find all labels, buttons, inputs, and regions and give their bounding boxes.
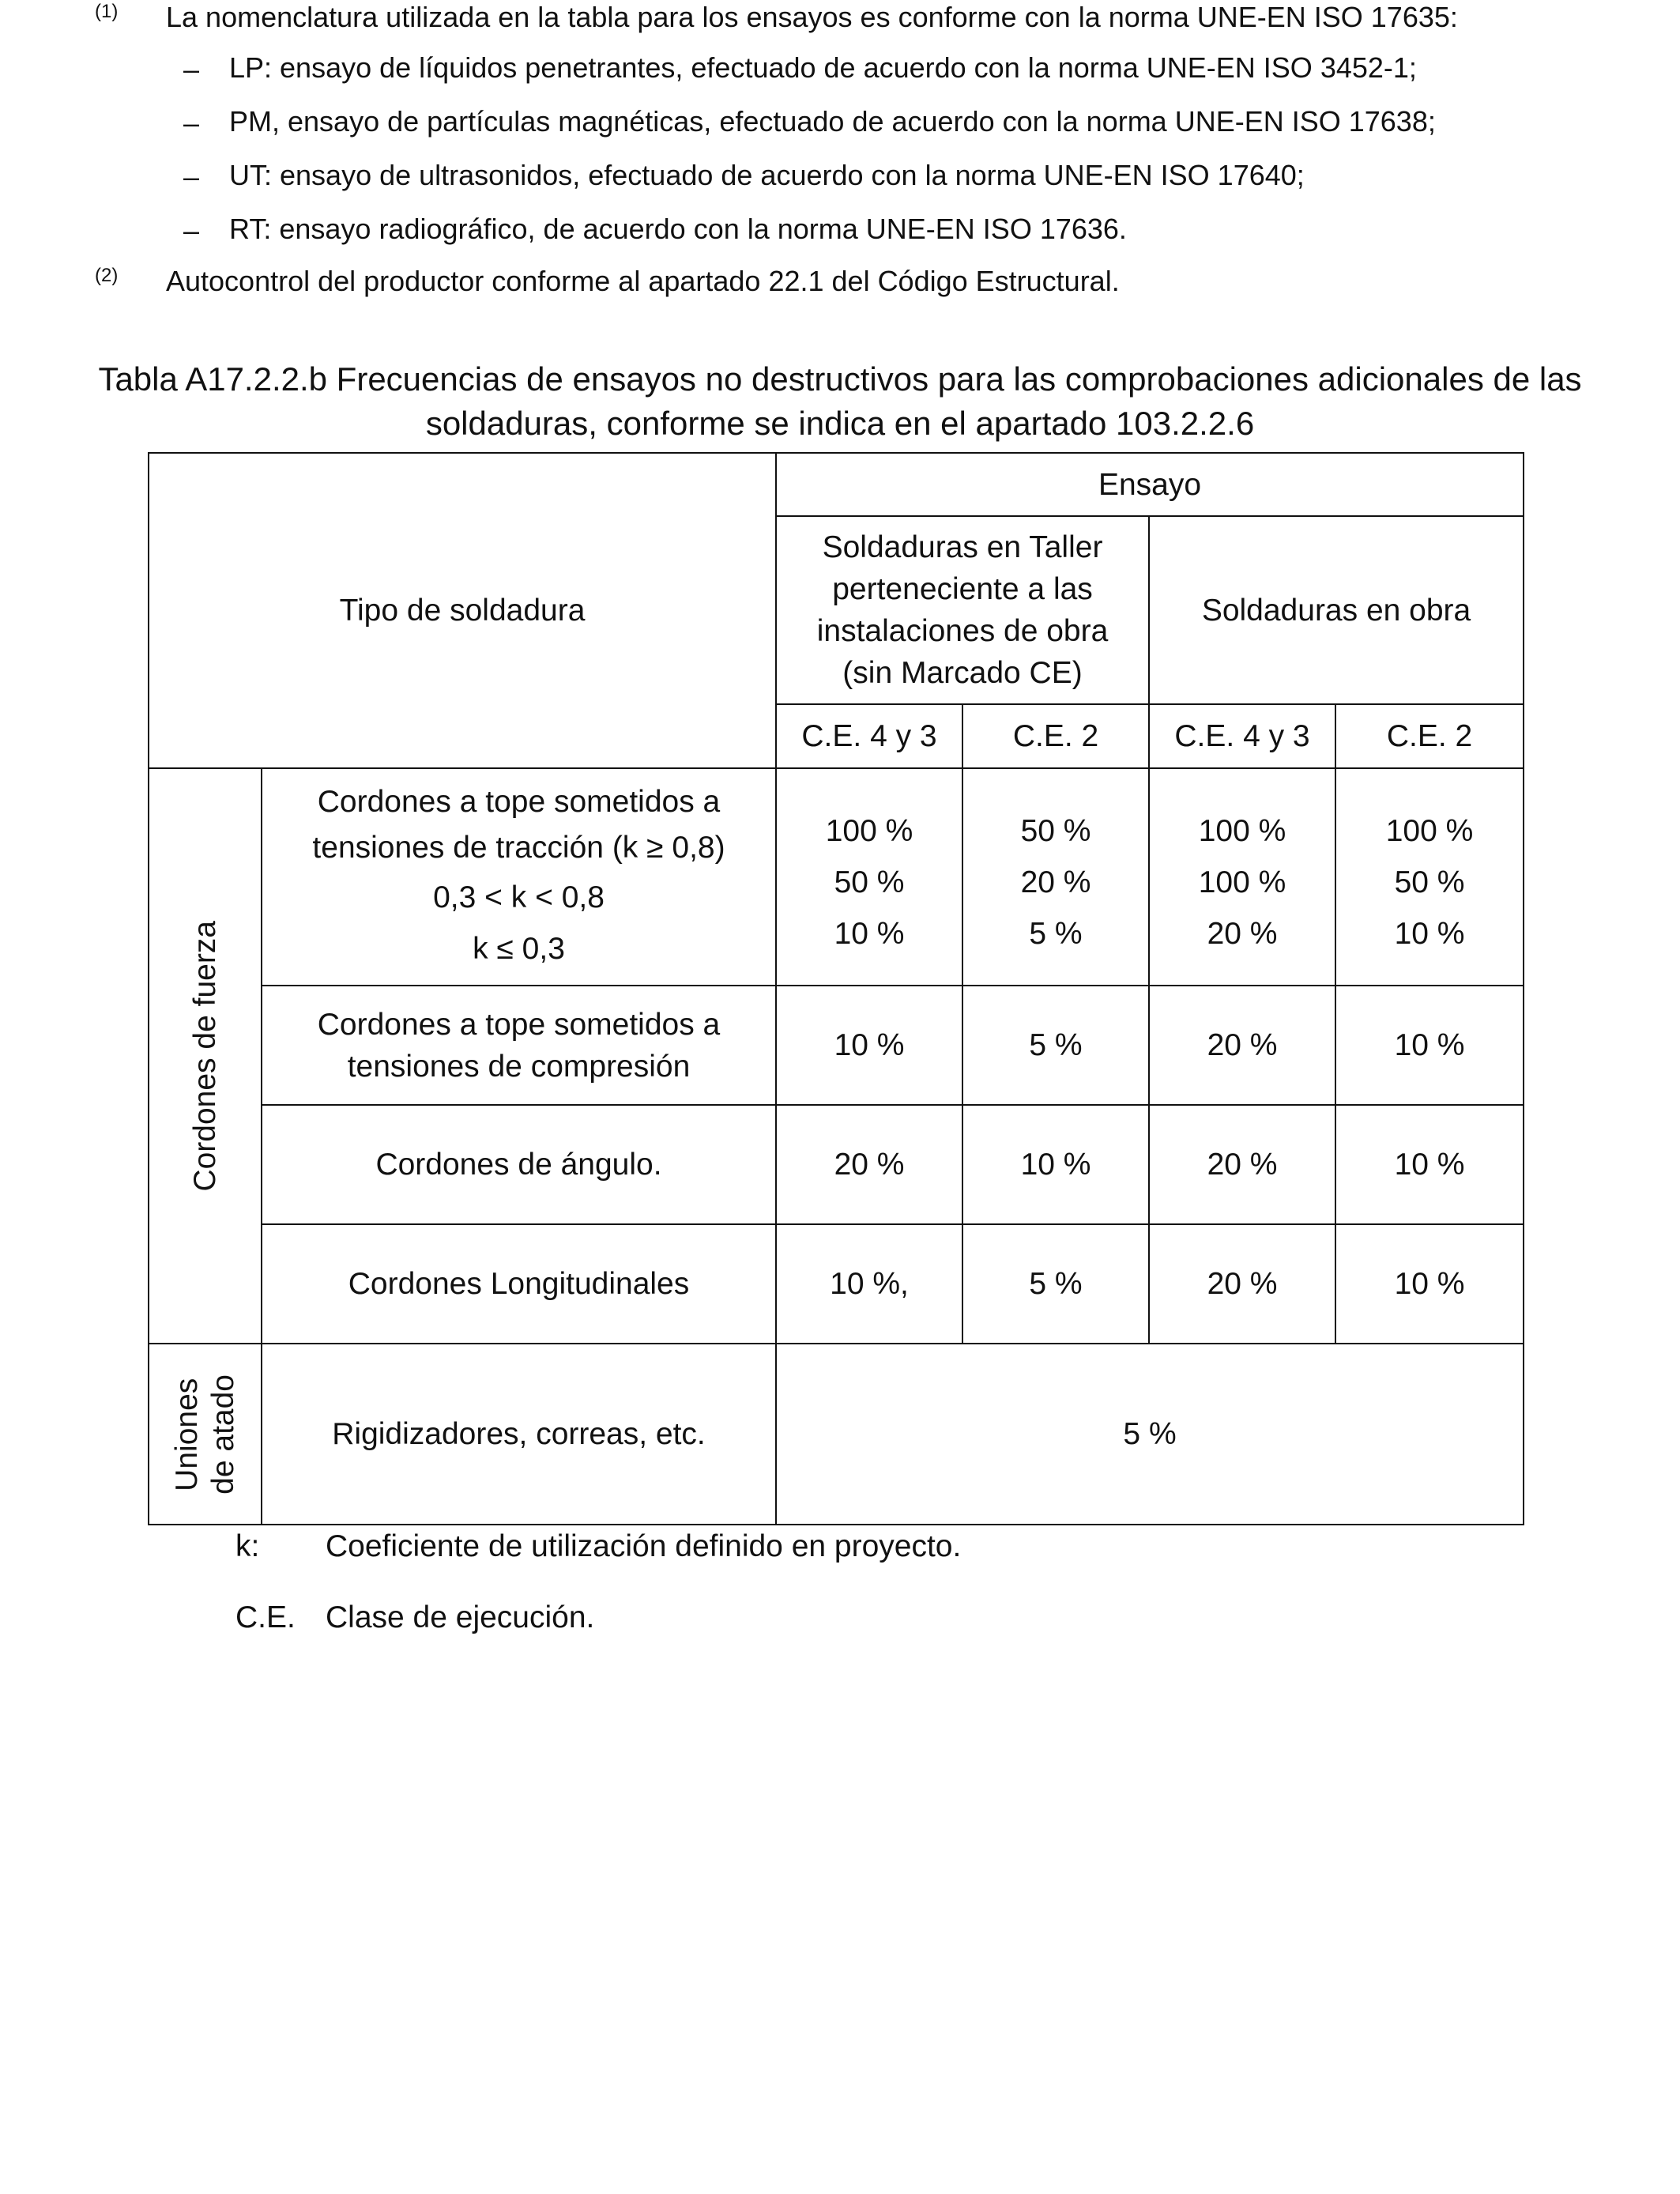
cell-traccion-obra-2 — [1335, 768, 1524, 986]
value-cell: 10 % — [1335, 1224, 1524, 1344]
ndt-frequency-table — [148, 452, 1524, 1525]
value-cell: 10 % — [962, 1105, 1149, 1224]
group-cordones-de-fuerza — [149, 768, 262, 1344]
group-label-fuerza: Cordones de fuerza — [187, 920, 222, 1192]
note-item-ut: UT: ensayo de ultrasonidos, efectuado de acuerdo con la norma UNE-EN ISO 17640; — [229, 159, 1305, 191]
header-ce-taller-2: C.E. 2 — [962, 704, 1149, 768]
value-cell: 10 % — [1335, 986, 1524, 1105]
cell-traccion-taller-2 — [962, 768, 1149, 986]
value-cell: 100 % — [1198, 814, 1286, 848]
value-cell: 50 % — [1020, 814, 1091, 848]
value-cell: 20 % — [1207, 917, 1278, 951]
value-cell: 10 %, — [776, 1224, 962, 1344]
value-cell: 50 % — [834, 865, 905, 899]
value-cell: 100 % — [1198, 865, 1286, 899]
footnote-1-text: La nomenclatura utilizada en la tabla para los ensayos es conforme con la norma UNE-EN ISO 17635: — [166, 1, 1458, 33]
legend-text-ce: Clase de ejecución. — [326, 1600, 595, 1634]
note-item-lp: LP: ensayo de líquidos penetrantes, efectuado de acuerdo con la norma UNE-EN ISO 3452-1; — [229, 51, 1417, 84]
value-cell: 20 % — [776, 1105, 962, 1224]
label-line: Cordones a tope sometidos a — [317, 784, 721, 819]
header-taller-line: instalaciones de obra — [816, 614, 1109, 648]
header-taller-line: (sin Marcado CE) — [842, 656, 1083, 690]
header-ce-taller-4y3: C.E. 4 y 3 — [776, 704, 962, 768]
footnote-marker-2: (2) — [95, 265, 119, 286]
row-label-compresion — [262, 986, 776, 1105]
note-item-rt: RT: ensayo radiográfico, de acuerdo con la norma UNE-EN ISO 17636. — [229, 213, 1127, 245]
header-tipo-soldadura: Tipo de soldadura — [149, 453, 776, 768]
row-label-traccion — [262, 768, 776, 986]
value-cell: 20 % — [1149, 1224, 1335, 1344]
value-cell: 100 % — [1385, 814, 1474, 848]
value-cell: 10 % — [776, 986, 962, 1105]
value-cell: 20 % — [1020, 865, 1091, 899]
cell-traccion-taller-4y3 — [776, 768, 962, 986]
value-cell: 5 % — [1029, 917, 1083, 951]
value-cell: 5 % — [962, 986, 1149, 1105]
header-soldaduras-taller — [776, 516, 1149, 704]
cell-traccion-obra-4y3 — [1149, 768, 1335, 986]
table-title-line-2: soldaduras, conforme se indica en el apartado 103.2.2.6 — [425, 405, 1255, 442]
label-line: 0,3 < k < 0,8 — [433, 880, 605, 914]
header-taller-line: Soldaduras en Taller — [822, 530, 1103, 564]
value-cell: 20 % — [1149, 1105, 1335, 1224]
value-cell-atado: 5 % — [776, 1344, 1524, 1525]
list-dash: – — [183, 160, 200, 193]
header-taller-line: perteneciente a las — [832, 572, 1093, 606]
header-ce-obra-2: C.E. 2 — [1335, 704, 1524, 768]
header-ensayo: Ensayo — [776, 453, 1524, 516]
list-dash: – — [183, 214, 200, 247]
table-title-line-1: Tabla A17.2.2.b Frecuencias de ensayos no destructivos para las comprobaciones adicionales de las — [98, 360, 1582, 398]
footnote-2-text: Autocontrol del productor conforme al apartado 22.1 del Código Estructural. — [166, 265, 1120, 297]
header-ce-obra-4y3: C.E. 4 y 3 — [1149, 704, 1335, 768]
value-cell: 10 % — [1335, 1105, 1524, 1224]
row-label-longitudinales: Cordones Longitudinales — [262, 1224, 776, 1344]
label-line: tensiones de compresión — [347, 1049, 691, 1084]
legend-abbr-ce: C.E. — [235, 1600, 296, 1634]
list-dash: – — [183, 53, 200, 85]
value-cell: 10 % — [1394, 917, 1465, 951]
label-line: Cordones a tope sometidos a — [317, 1007, 721, 1042]
legend-text-k: Coeficiente de utilización definido en proyecto. — [326, 1529, 962, 1563]
value-cell: 50 % — [1394, 865, 1465, 899]
value-cell: 5 % — [962, 1224, 1149, 1344]
legend-abbr-k: k: — [235, 1529, 260, 1563]
label-line: tensiones de tracción (k ≥ 0,8) — [312, 830, 725, 865]
header-soldaduras-obra: Soldaduras en obra — [1149, 516, 1524, 704]
footnote-marker-1: (1) — [95, 1, 119, 22]
label-line: k ≤ 0,3 — [473, 931, 565, 966]
value-cell: 10 % — [834, 917, 905, 951]
note-item-pm: PM, ensayo de partículas magnéticas, efectuado de acuerdo con la norma UNE-EN ISO 17638; — [229, 105, 1436, 138]
group-uniones-de-atado — [149, 1344, 262, 1525]
label-line: Uniones — [169, 1377, 204, 1491]
list-dash: – — [183, 107, 200, 139]
value-cell: 20 % — [1149, 986, 1335, 1105]
label-line: de atado — [205, 1374, 240, 1495]
row-label-angulo: Cordones de ángulo. — [262, 1105, 776, 1224]
group-label-atado — [169, 1374, 242, 1495]
value-cell: 100 % — [825, 814, 913, 848]
row-label-rigidizadores: Rigidizadores, correas, etc. — [262, 1344, 776, 1525]
